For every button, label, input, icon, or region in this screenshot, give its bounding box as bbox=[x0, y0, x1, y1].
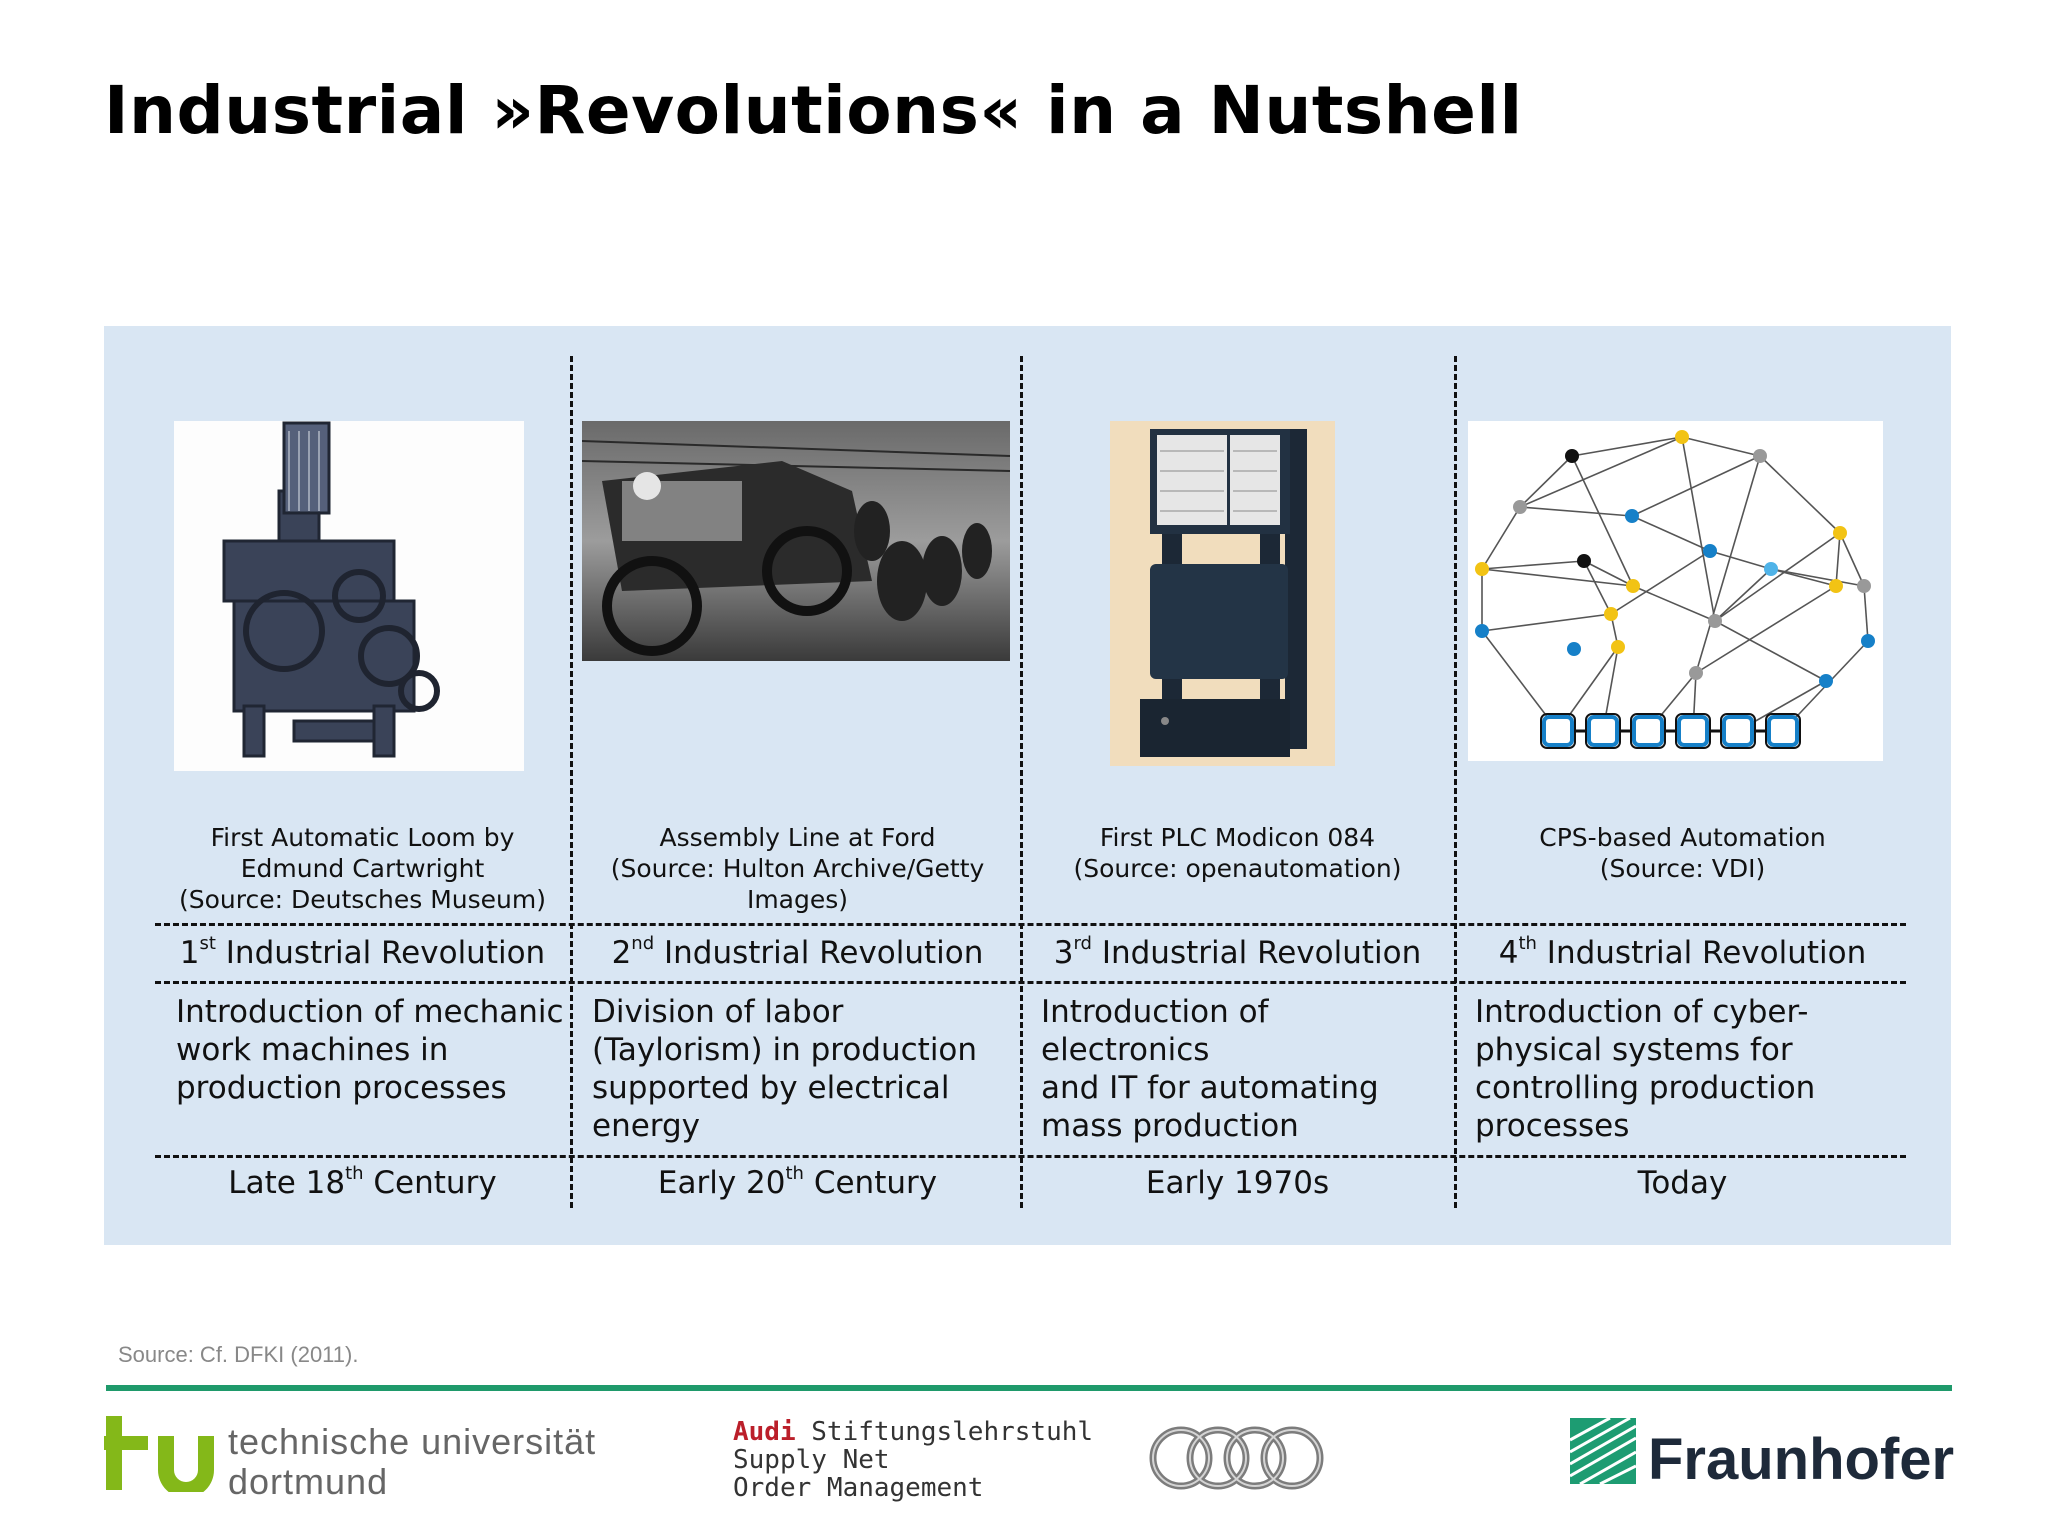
period-3: Early 1970s bbox=[1145, 1165, 1330, 1201]
caption-line: (Source: openautomation) bbox=[1073, 854, 1402, 883]
description-1 bbox=[176, 993, 566, 1107]
description-line: production processes bbox=[176, 1070, 507, 1106]
description-line: (Taylorism) in production bbox=[592, 1032, 978, 1068]
description-line: Introduction of mechanic bbox=[176, 994, 564, 1030]
caption-line: (Source: Deutsches Museum) bbox=[178, 885, 546, 914]
tu-text-line: technische universität bbox=[228, 1421, 597, 1462]
tu-dortmund-logo bbox=[104, 1412, 214, 1496]
audi-text-line: Order Management bbox=[733, 1473, 984, 1503]
caption-line: First PLC Modicon 084 bbox=[1099, 823, 1376, 852]
period-1: Late 18th Century bbox=[228, 1163, 497, 1201]
column-divider bbox=[1454, 356, 1457, 1208]
description-line: Introduction of cyber- bbox=[1475, 994, 1809, 1030]
revolution-4-heading: 4th Industrial Revolution bbox=[1498, 933, 1867, 971]
cps-network-diagram bbox=[1468, 421, 1883, 761]
description-line: controlling production bbox=[1475, 1070, 1816, 1106]
caption-line: (Source: VDI) bbox=[1599, 854, 1766, 883]
source-note: Source: Cf. DFKI (2011). bbox=[118, 1342, 359, 1367]
footer-divider bbox=[106, 1385, 1952, 1391]
plc-modicon-photo bbox=[1110, 421, 1335, 766]
description-line: Division of labor bbox=[592, 994, 844, 1030]
column-divider bbox=[570, 356, 573, 1208]
description-4 bbox=[1475, 993, 1895, 1145]
fraunhofer-logo bbox=[1570, 1418, 1636, 1488]
caption-line: CPS-based Automation bbox=[1539, 823, 1826, 852]
tu-text-line: dortmund bbox=[228, 1461, 389, 1502]
tu-dortmund-wordmark bbox=[228, 1422, 596, 1502]
revolution-1-heading: 1st Industrial Revolution bbox=[179, 933, 546, 971]
description-line: work machines in bbox=[176, 1032, 449, 1068]
revolution-2-heading: 2nd Industrial Revolution bbox=[611, 933, 984, 971]
caption-line: Images) bbox=[746, 885, 849, 914]
slide-title: Industrial »Revolutions« in a Nutshell bbox=[104, 72, 1523, 149]
audi-chair-wordmark bbox=[733, 1418, 1093, 1502]
description-line: mass production bbox=[1041, 1108, 1299, 1144]
caption-line: First Automatic Loom by bbox=[210, 823, 515, 852]
audi-brand: Audi bbox=[733, 1417, 796, 1447]
description-line: and IT for automating bbox=[1041, 1070, 1379, 1106]
audi-text-line: Supply Net bbox=[733, 1445, 890, 1475]
period-4: Today bbox=[1637, 1165, 1728, 1201]
audi-rings-logo bbox=[1146, 1418, 1326, 1502]
row-divider bbox=[155, 981, 1906, 984]
revolution-3-heading: 3rd Industrial Revolution bbox=[1053, 933, 1422, 971]
description-line: Introduction of electronics bbox=[1041, 994, 1269, 1068]
caption-1 bbox=[160, 822, 565, 915]
caption-4 bbox=[1465, 822, 1900, 884]
description-2 bbox=[592, 993, 1012, 1145]
caption-2 bbox=[585, 822, 1010, 915]
row-divider bbox=[155, 923, 1906, 926]
fraunhofer-wordmark: Fraunhofer bbox=[1648, 1427, 1955, 1492]
ford-assembly-line-photo bbox=[582, 421, 1010, 661]
audi-text-line: Stiftungslehrstuhl bbox=[795, 1417, 1094, 1447]
column-divider bbox=[1020, 356, 1023, 1208]
caption-line: Assembly Line at Ford bbox=[659, 823, 936, 852]
automatic-loom-photo bbox=[174, 421, 524, 771]
caption-line: (Source: Hulton Archive/Getty bbox=[610, 854, 985, 883]
row-divider bbox=[155, 1155, 1906, 1158]
period-2: Early 20th Century bbox=[657, 1163, 938, 1201]
description-line: physical systems for bbox=[1475, 1032, 1793, 1068]
caption-line: Edmund Cartwright bbox=[240, 854, 485, 883]
description-3 bbox=[1041, 993, 1446, 1145]
caption-3 bbox=[1030, 822, 1445, 884]
description-line: processes bbox=[1475, 1108, 1630, 1144]
description-line: supported by electrical bbox=[592, 1070, 950, 1106]
description-line: energy bbox=[592, 1108, 701, 1144]
